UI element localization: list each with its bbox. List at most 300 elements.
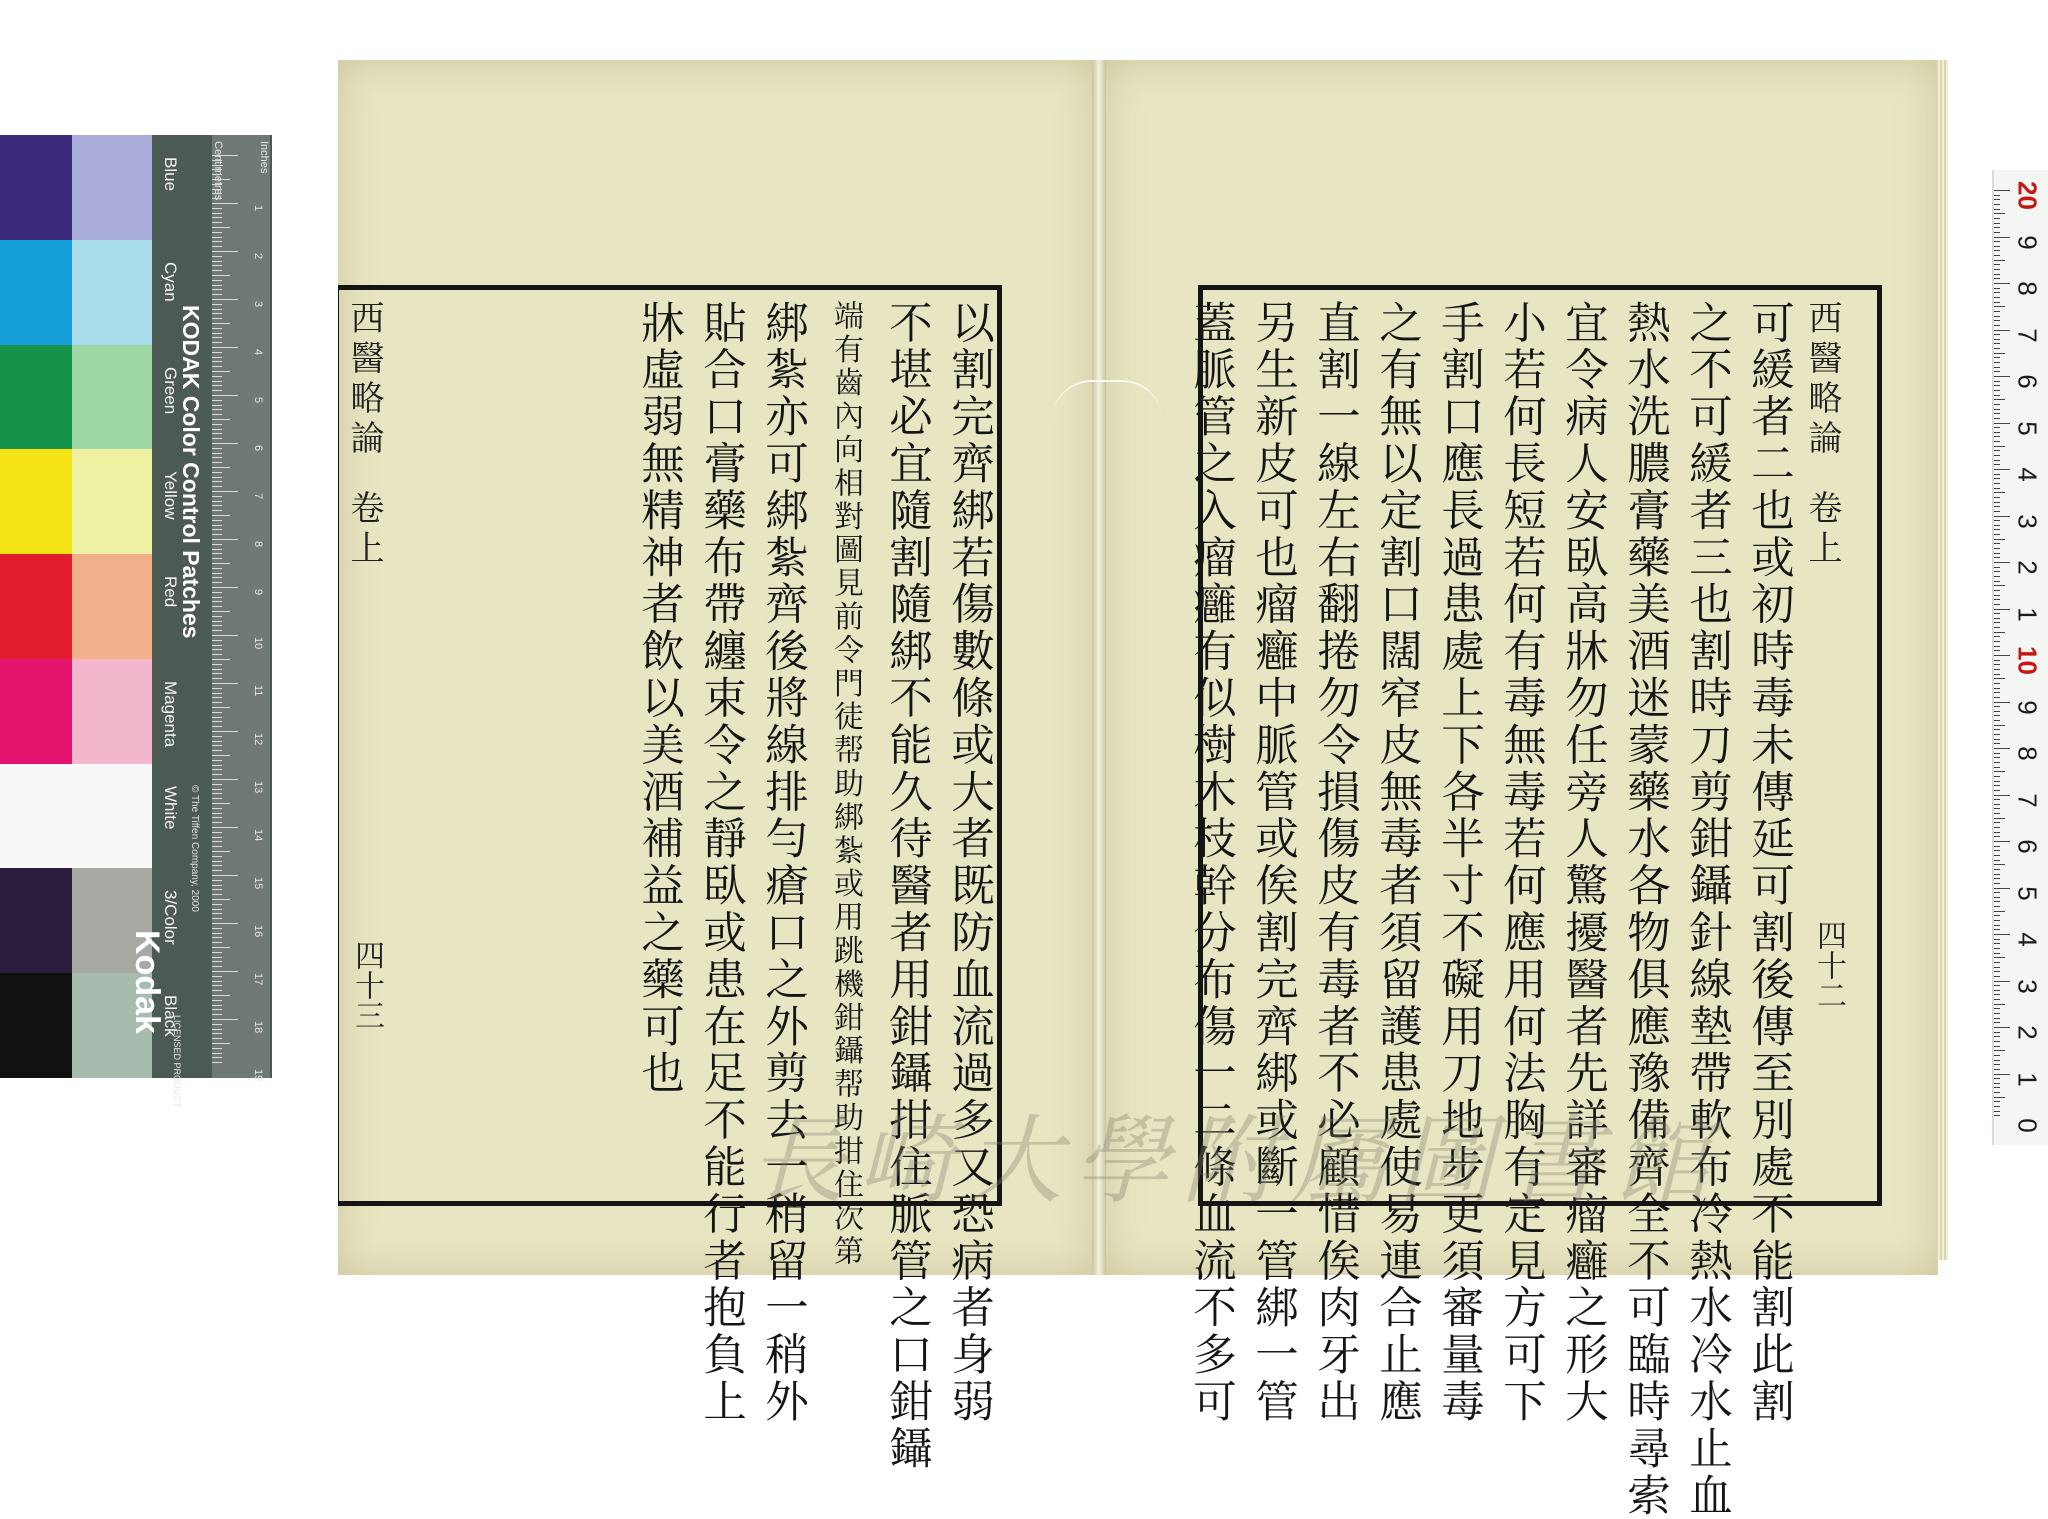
scale-tick	[1994, 1115, 2000, 1116]
scale-tick	[1994, 1018, 2000, 1019]
ruler-tick	[212, 664, 222, 665]
ruler-cm-number: 9	[252, 589, 264, 596]
scale-tick	[1994, 1083, 2000, 1084]
scale-tick	[1994, 441, 2000, 442]
ruler-tick	[212, 861, 222, 862]
scale-number: 10	[2012, 646, 2043, 675]
ruler-cm-number: 5	[252, 397, 264, 404]
text-column: 牀虛弱無精神者飲以美酒補益之藥可也	[634, 300, 684, 1098]
scale-tick	[1994, 883, 2000, 884]
ruler-tick	[212, 889, 222, 890]
scale-number: 1	[2012, 606, 2043, 622]
text-column: 直割一線左右翻捲勿令損傷皮有毒者不必顧惜俟肉牙出	[1310, 300, 1360, 1426]
scale-tick	[1994, 711, 2000, 712]
scale-number: 1	[2012, 1071, 2043, 1087]
scale-tick	[1994, 962, 2000, 963]
scale-tick	[1994, 334, 2000, 335]
scale-tick	[1994, 223, 2000, 224]
scale-tick	[1994, 511, 2000, 512]
scale-tick	[1994, 753, 2000, 754]
scale-tick	[1994, 864, 2005, 865]
left-body-text	[630, 300, 1000, 1473]
scale-tick	[1994, 581, 2000, 582]
scale-tick	[1994, 460, 2000, 461]
kodak-copyright: © The Tiffen Company, 2000	[189, 785, 200, 912]
scale-tick	[1994, 316, 2000, 317]
ruler-tick	[212, 942, 222, 943]
scale-tick	[1994, 846, 2000, 847]
patch-label: Yellow	[161, 471, 180, 520]
scale-tick	[1994, 595, 2000, 596]
scale-tick	[1994, 506, 2000, 507]
scale-tick	[1994, 994, 2000, 995]
scale-number: 2	[2012, 1025, 2043, 1040]
scale-tick	[1994, 199, 2000, 200]
scale-tick	[1994, 455, 2000, 456]
scale-number: 4	[2012, 932, 2043, 947]
scale-tick	[1994, 971, 2000, 972]
ruler-tick	[212, 1053, 222, 1054]
ruler-tick	[212, 587, 238, 588]
ruler-tick	[212, 1038, 222, 1039]
scale-tick	[1994, 818, 2005, 819]
ruler-tick	[212, 414, 222, 415]
patch-magenta-dark	[0, 659, 72, 764]
scale-tick	[1994, 771, 2005, 772]
scale-tick	[1994, 529, 2000, 530]
scale-tick	[1994, 297, 2000, 298]
ruler-tick	[212, 217, 222, 218]
kodak-title: KODAK Color Control Patches	[178, 305, 204, 639]
ruler-tick	[212, 793, 222, 794]
ruler-tick	[212, 1033, 222, 1034]
ruler-tick	[212, 736, 222, 737]
ruler-tick	[212, 309, 222, 310]
scale-tick	[1994, 985, 2000, 986]
ruler-tick	[212, 261, 222, 262]
scale-number: 2	[2012, 560, 2043, 575]
scale-tick	[1994, 288, 2000, 289]
text-column: 宜令病人安臥高牀勿任旁人驚擾醫者先詳審瘤癰之形大	[1558, 300, 1608, 1426]
scale-tick	[1994, 878, 2000, 879]
ruler-tick	[212, 395, 238, 396]
ruler-tick	[212, 885, 222, 886]
ruler-cm-number: 16	[252, 925, 264, 938]
scale-tick	[1994, 999, 2000, 1000]
right-banner-title: 西醫略論	[1802, 300, 1842, 460]
scale-tick	[1994, 860, 2000, 861]
scale-tick	[1994, 720, 2000, 721]
left-banner-volume: 卷上	[344, 490, 384, 570]
patch-label: Magenta	[161, 680, 180, 748]
ruler-tick	[212, 755, 230, 756]
ruler-tick	[212, 693, 222, 694]
ruler-tick	[212, 645, 222, 646]
ruler-tick	[212, 563, 230, 564]
patch-white-light	[72, 764, 152, 869]
scale-tick	[1994, 585, 2005, 586]
scale-number: 8	[2012, 281, 2043, 296]
scale-tick	[1994, 1060, 2000, 1061]
ruler-tick	[212, 947, 230, 948]
ruler-tick	[212, 491, 238, 492]
scale-tick	[1994, 250, 2000, 251]
scale-tick	[1994, 627, 2000, 628]
ruler-tick	[212, 294, 222, 295]
left-banner-title: 西醫略論	[344, 300, 384, 460]
ruler-tick	[212, 203, 238, 204]
scale-number: 5	[2012, 420, 2043, 436]
scale-tick	[1994, 520, 2000, 521]
scale-tick	[1994, 929, 2000, 930]
scale-number: 20	[2012, 181, 2043, 210]
ruler-tick	[212, 280, 222, 281]
ruler-tick	[212, 923, 238, 924]
ruler-tick	[212, 899, 230, 900]
scale-number: 9	[2012, 234, 2043, 250]
ruler-tick	[212, 347, 238, 348]
ruler-tick	[212, 952, 222, 953]
ruler-tick	[212, 400, 222, 401]
ruler-tick	[212, 851, 230, 852]
scale-tick	[1994, 548, 2000, 549]
right-folio: 四十二	[1811, 920, 1846, 1010]
scale-tick	[1994, 413, 2000, 414]
ruler-tick	[212, 448, 222, 449]
binding-thread	[1052, 380, 1162, 442]
ruler-tick	[212, 669, 222, 670]
scale-tick	[1994, 385, 2000, 386]
scale-tick	[1994, 218, 2000, 219]
ruler-tick	[212, 880, 222, 881]
ruler-tick	[212, 525, 222, 526]
scale-tick	[1994, 264, 2000, 265]
ruler-tick	[212, 683, 238, 684]
scale-tick	[1994, 357, 2000, 358]
scale-tick	[1994, 725, 2005, 726]
scale-tick	[1994, 1046, 2000, 1047]
ruler-tick	[212, 774, 222, 775]
ruler-tick	[212, 453, 222, 454]
ruler-tick	[212, 496, 222, 497]
scale-tick	[1994, 1106, 2000, 1107]
scale-tick	[1994, 292, 2000, 293]
left-folio: 四十三	[349, 940, 384, 1030]
ruler-tick	[212, 265, 222, 266]
color-control-strip	[0, 135, 272, 1108]
ruler-tick	[212, 232, 222, 233]
scale-number: 0	[2012, 1118, 2043, 1133]
text-column: 端有齒內向相對圖見前令門徒帮助綁紮或用跳機鉗鑷帮助拑住次第	[828, 300, 863, 1269]
ruler-tick	[212, 457, 222, 458]
ruler-tick	[212, 477, 222, 478]
patch-cyan-dark	[0, 240, 72, 345]
ruler-tick	[212, 769, 222, 770]
ruler-tick	[212, 918, 222, 919]
scale-tick	[1994, 636, 2000, 637]
scale-tick	[1994, 274, 2000, 275]
scale-tick	[1994, 269, 2000, 270]
ruler-tick	[212, 865, 222, 866]
patch-yellow-dark	[0, 449, 72, 554]
library-watermark: 長崎大學附屬圖書館	[750, 1105, 1722, 1217]
ruler-tick	[212, 285, 222, 286]
ruler-cm-number: 8	[252, 541, 264, 548]
scale-tick	[1994, 669, 2000, 670]
kodak-ruler	[128, 135, 272, 1108]
text-column: 小若何長短若何有毒無毒若何應用何法胸有定見方可下	[1496, 300, 1546, 1426]
ruler-cm-number: 10	[252, 637, 264, 650]
ruler-cm-number: 1	[252, 205, 264, 212]
patch-red-light	[72, 554, 152, 659]
scale-tick	[1994, 915, 2000, 916]
scale-tick	[1994, 576, 2000, 577]
ruler-tick	[212, 621, 222, 622]
ruler-tick	[212, 817, 222, 818]
ruler-tick	[212, 573, 222, 574]
scale-tick	[1994, 469, 2010, 470]
ruler-tick	[212, 241, 222, 242]
ruler-tick	[212, 875, 238, 876]
scale-tick	[1994, 488, 2000, 489]
ruler-tick	[212, 486, 222, 487]
scale-tick	[1994, 260, 2005, 261]
ruler-tick	[212, 803, 230, 804]
scale-tick	[1994, 967, 2000, 968]
scale-tick	[1994, 423, 2010, 424]
scale-tick	[1994, 195, 2000, 196]
ruler-tick	[212, 270, 222, 271]
scale-tick	[1994, 692, 2000, 693]
ruler-tick	[212, 342, 222, 343]
ruler-tick	[212, 712, 222, 713]
scale-tick	[1994, 781, 2000, 782]
ruler-tick	[212, 750, 222, 751]
scale-tick	[1994, 353, 2005, 354]
scale-tick	[1994, 502, 2000, 503]
ruler-tick	[212, 582, 222, 583]
text-column: 之不可緩者三也割時刀剪鉗鑷針線墊帶軟布冷熱水冷水止血	[1682, 300, 1732, 1519]
ruler-tick	[212, 961, 222, 962]
ruler-tick	[212, 957, 222, 958]
scale-tick	[1994, 934, 2010, 935]
patch-label: Blue	[161, 157, 180, 192]
scale-tick	[1994, 376, 2010, 377]
scale-tick	[1994, 1032, 2000, 1033]
ruler-tick	[212, 995, 230, 996]
scale-tick	[1994, 795, 2010, 796]
scale-tick	[1994, 306, 2005, 307]
scale-tick	[1994, 543, 2000, 544]
ruler-tick	[212, 870, 222, 871]
ruler-tick	[212, 990, 222, 991]
ruler-tick	[212, 1029, 222, 1030]
ruler-tick	[212, 549, 222, 550]
ruler-tick	[212, 352, 222, 353]
scale-tick	[1994, 283, 2010, 284]
scale-tick	[1994, 395, 2000, 396]
text-column: 綁紮亦可綁紮齊後將線排勻瘡口之外剪去一稍留一稍外	[758, 300, 808, 1426]
scale-tick	[1994, 343, 2000, 344]
scale-tick	[1994, 939, 2000, 940]
scale-tick	[1994, 748, 2010, 749]
ruler-tick	[212, 856, 222, 857]
scale-tick	[1994, 278, 2000, 279]
scale-tick	[1994, 1013, 2000, 1014]
scale-tick	[1994, 655, 2010, 656]
ruler-tick	[212, 237, 222, 238]
ruler-tick	[212, 1009, 222, 1010]
scale-tick	[1994, 925, 2000, 926]
scale-number: 8	[2012, 746, 2043, 761]
ruler-tick	[212, 443, 238, 444]
ruler-tick	[212, 721, 222, 722]
ruler-tick	[212, 433, 222, 434]
scale-tick	[1994, 664, 2000, 665]
scale-tick	[1994, 339, 2000, 340]
scale-tick	[1994, 813, 2000, 814]
ruler-tick	[212, 760, 222, 761]
ruler-tick	[212, 289, 222, 290]
ruler-tick	[212, 837, 222, 838]
scale-tick	[1994, 1074, 2010, 1075]
ruler-tick	[212, 928, 222, 929]
scale-tick	[1994, 302, 2000, 303]
ruler-tick	[212, 553, 222, 554]
scale-tick	[1994, 715, 2000, 716]
ruler-tick	[212, 529, 222, 530]
scale-tick	[1994, 702, 2010, 703]
ruler-tick	[212, 1057, 222, 1058]
ruler-tick	[212, 597, 222, 598]
text-column: 可緩者二也或初時毒未傳延可割後傳至別處不能割此割	[1744, 300, 1794, 1426]
scale-tick	[1994, 906, 2000, 907]
page-edges	[1936, 60, 1948, 1260]
scale-tick	[1994, 632, 2005, 633]
ruler-tick	[212, 328, 222, 329]
scale-tick	[1994, 836, 2000, 837]
scale-tick	[1994, 804, 2000, 805]
ruler-tick	[212, 246, 222, 247]
ruler-tick	[212, 625, 222, 626]
ruler-tick	[212, 741, 222, 742]
scale-tick	[1994, 622, 2000, 623]
ruler-tick	[212, 515, 230, 516]
scale-tick	[1994, 371, 2000, 372]
scale-tick	[1994, 390, 2000, 391]
ruler-tick	[212, 505, 222, 506]
ruler-tick	[212, 846, 222, 847]
scale-tick	[1994, 436, 2000, 437]
scale-number: 7	[2012, 327, 2043, 343]
scale-tick	[1994, 320, 2000, 321]
scale-number: 5	[2012, 885, 2043, 901]
scale-tick	[1994, 892, 2000, 893]
ruler-tick	[212, 592, 222, 593]
ruler-tick	[212, 765, 222, 766]
ruler-tick	[212, 971, 238, 972]
scale-number: 6	[2012, 839, 2043, 854]
patch-label: Green	[161, 366, 180, 414]
scale-tick	[1994, 1055, 2000, 1056]
scale-tick	[1994, 869, 2000, 870]
ruler-tick	[212, 630, 222, 631]
right-banner-volume: 卷上	[1802, 490, 1842, 570]
ruler-tick	[212, 213, 222, 214]
ruler-tick	[212, 409, 222, 410]
text-column: 另生新皮可也瘤癰中脈管或俟割完齊綁或斷一管綁一管	[1248, 300, 1298, 1426]
scale-tick	[1994, 446, 2005, 447]
ruler-tick	[212, 1043, 230, 1044]
kodak-logo: Kodak	[128, 930, 166, 1034]
ruler-tick	[212, 424, 222, 425]
scale-tick	[1994, 348, 2000, 349]
scale-tick	[1994, 325, 2000, 326]
ruler-tick	[212, 472, 222, 473]
scale-tick	[1994, 1036, 2000, 1037]
scale-tick	[1994, 678, 2005, 679]
scale-tick	[1994, 674, 2000, 675]
scale-tick	[1994, 874, 2000, 875]
patch-3-color-dark	[0, 868, 72, 973]
scale-tick	[1994, 1111, 2000, 1112]
scale-tick	[1994, 464, 2000, 465]
ruler-tick	[212, 673, 222, 674]
kodak-unit-inches: Inches	[258, 141, 270, 174]
scale-tick	[1994, 227, 2000, 228]
scale-tick	[1994, 976, 2000, 977]
ruler-tick	[212, 371, 230, 372]
scale-tick	[1994, 246, 2000, 247]
ruler-tick	[212, 697, 222, 698]
scale-tick	[1994, 943, 2000, 944]
ruler-tick	[212, 702, 222, 703]
ruler-tick	[212, 813, 222, 814]
scale-tick	[1994, 688, 2000, 689]
ruler-tick	[212, 208, 222, 209]
ruler-tick	[212, 933, 222, 934]
ruler-cm-number: 19	[252, 1069, 264, 1082]
scale-tick	[1994, 553, 2000, 554]
ruler-tick	[212, 381, 222, 382]
scale-tick	[1994, 683, 2000, 684]
ruler-tick	[212, 659, 230, 660]
scale-tick	[1994, 1097, 2005, 1098]
ruler-tick	[212, 913, 222, 914]
text-column: 不堪必宜隨割隨綁不能久待醫者用鉗鑷拑住脈管之口鉗鑷	[882, 300, 932, 1473]
scale-number: 9	[2012, 699, 2043, 715]
scale-tick	[1994, 213, 2005, 214]
scale-tick	[1994, 785, 2000, 786]
ruler-tick	[212, 827, 238, 828]
scale-tick	[1994, 911, 2005, 912]
scale-number: 3	[2012, 513, 2043, 529]
scale-tick	[1994, 1078, 2000, 1079]
scale-tick	[1994, 432, 2000, 433]
ruler-tick	[212, 510, 222, 511]
scale-tick	[1994, 981, 2010, 982]
ruler-tick	[212, 438, 222, 439]
scale-tick	[1994, 590, 2000, 591]
ruler-tick	[212, 841, 222, 842]
patch-label: Red	[161, 576, 180, 608]
scale-number: 7	[2012, 792, 2043, 808]
ruler-tick	[212, 385, 222, 386]
scale-tick	[1994, 1092, 2000, 1093]
scale-tick	[1994, 757, 2000, 758]
ruler-tick	[212, 462, 222, 463]
ruler-tick	[212, 894, 222, 895]
